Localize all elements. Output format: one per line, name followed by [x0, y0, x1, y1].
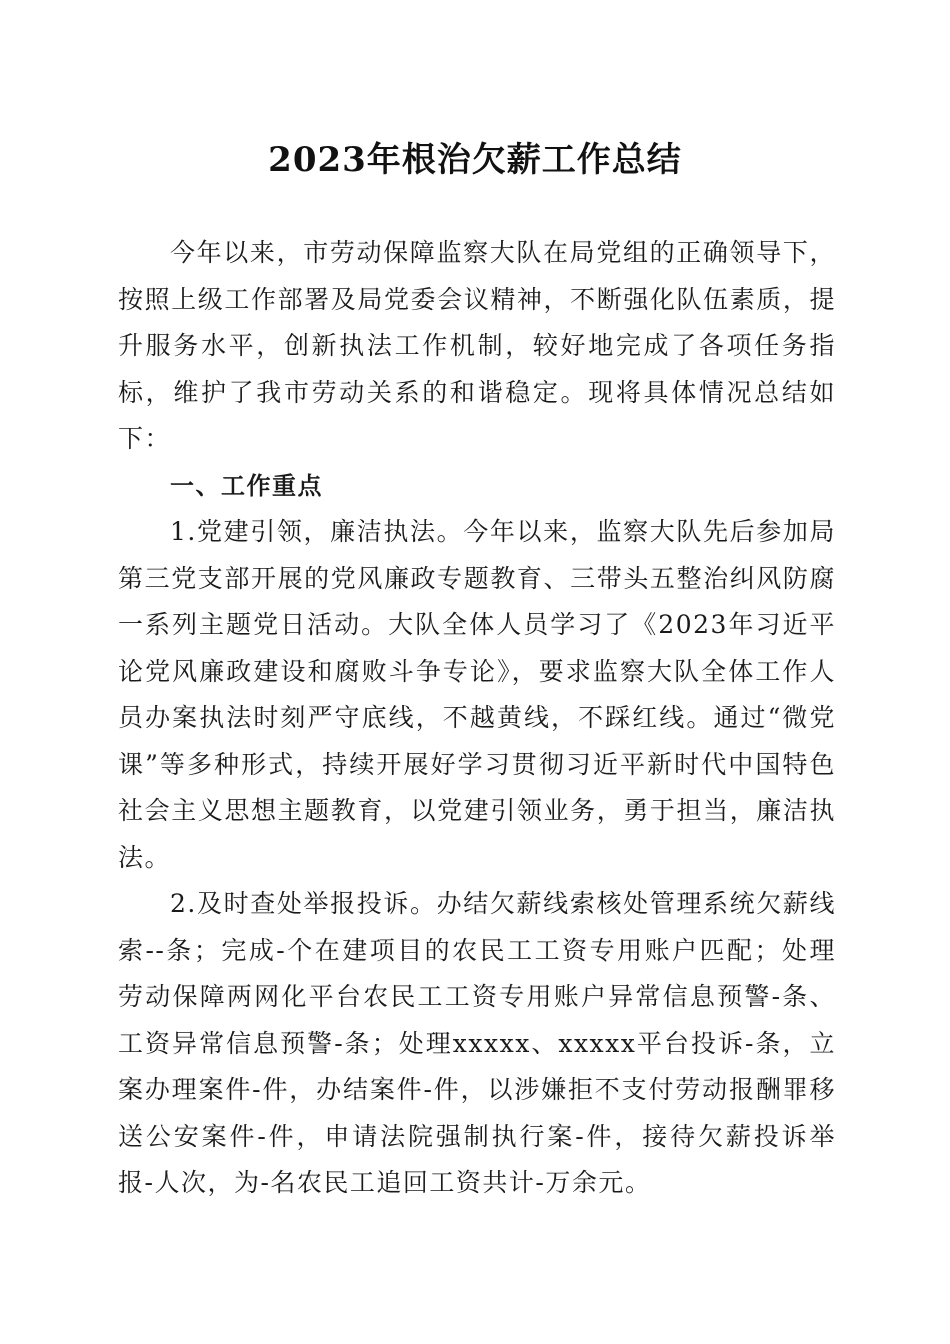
intro-paragraph: 今年以来，市劳动保障监察大队在局党组的正确领导下，按照上级工作部署及局党委会议精神，不断强化队伍素质，提升服务水平，创新执法工作机制，较好地完成了各项任务指标，维护了我市劳动关系的和谐稳定。现将具体情况总结如下： — [118, 238, 836, 453]
document-title: 2023年根治欠薪工作总结 — [268, 140, 682, 180]
paragraph-complaints: 2.及时查处举报投诉。办结欠薪线索核处管理系统欠薪线索--条；完成-个在建项目的农民工工资专用账户匹配；处理劳动保障两网化平台农民工工资专用账户异常信息预警-条、工资异常信息预警-条；处理xxxxx、xxxxx平台投诉-条，立案办理案件-件，办结案件-件，以涉嫌拒不支付劳动报酬罪移送公安案件-件，申请法院强制执行案-件，接待欠薪投诉举报-人次，为-名农民工追回工资共计-万余元。 — [118, 889, 836, 1197]
section-heading: 一、工作重点 — [170, 471, 323, 500]
paragraph-party-building: 1.党建引领，廉洁执法。今年以来，监察大队先后参加局第三党支部开展的党风廉政专题教育、三带头五整治纠风防腐一系列主题党日活动。大队全体人员学习了《2023年习近平论党风廉政建设和腐败斗争专论》，要求监察大队全体工作人员办案执法时刻严守底线，不越黄线，不踩红线。通过“微党课”等多种形式，持续开展好学习贯彻习近平新时代中国特色社会主义思想主题教育，以党建引领业务，勇于担当，廉洁执法。 — [118, 517, 836, 872]
document-body — [118, 230, 836, 1207]
